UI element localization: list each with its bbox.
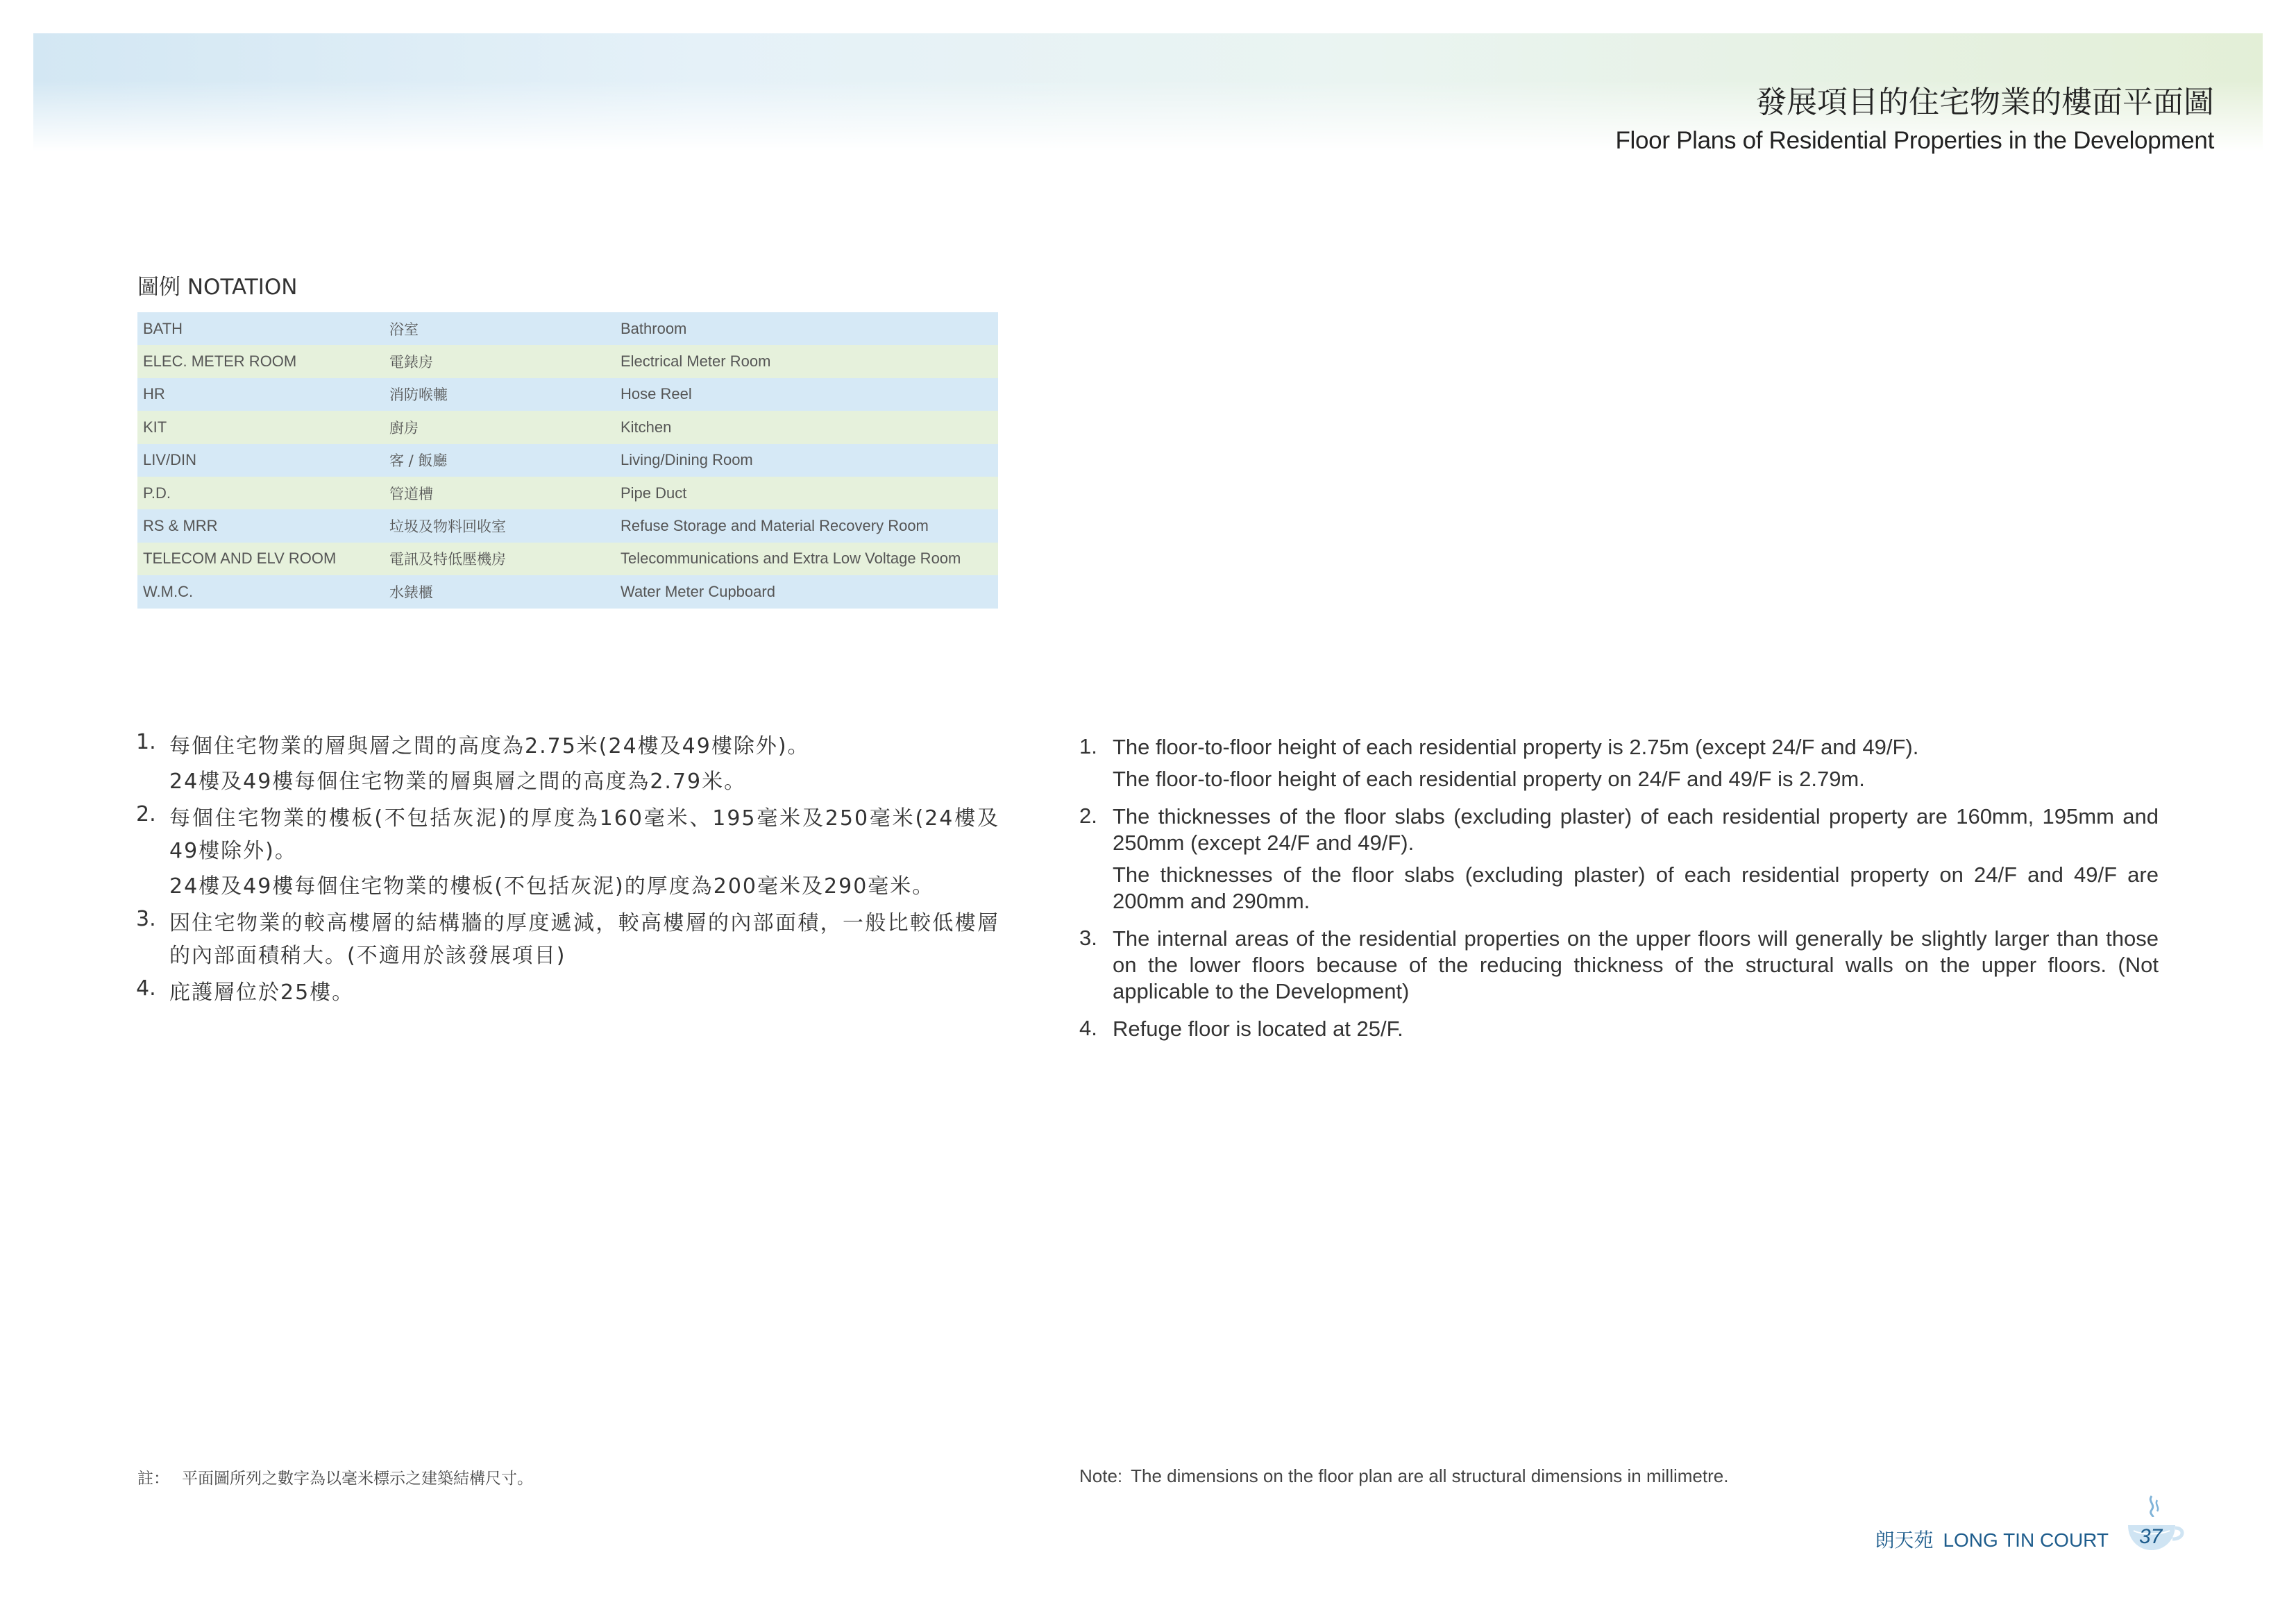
notation-en: Living/Dining Room (621, 451, 753, 469)
notation-heading: 圖例 NOTATION (137, 275, 298, 300)
note-text: The thicknesses of the floor slabs (excluding plaster) of each residential property are 160mm, 195mm and 250mm (except 24/F and 49/F). (1113, 804, 2159, 855)
notation-zh: 水錶櫃 (389, 584, 433, 601)
notation-table (137, 312, 998, 609)
notation-row (137, 543, 998, 575)
note-text: The thicknesses of the floor slabs (excluding plaster) of each residential property on 24/F and 49/F are 200mm and 290mm. (1113, 863, 2159, 913)
page-title-en: Floor Plans of Residential Properties in the Development (1615, 127, 2214, 154)
note-number: 1. (136, 730, 156, 754)
notation-abbr: W.M.C. (143, 582, 194, 600)
notation-en: Kitchen (621, 418, 672, 436)
note-number: 2. (136, 802, 156, 826)
note-text: The internal areas of the residential properties on the upper floors will generally be slightly larger than those on the lower floors because of the reducing thickness of the structural walls on the upper floors. (Not applicable to the Development) (1113, 926, 2159, 1003)
notation-zh: 電錶房 (389, 354, 433, 371)
note-number: 3. (136, 907, 156, 931)
footer-note-en-text: The dimensions on the floor plan are all structural dimensions in millimetre. (1131, 1465, 1729, 1486)
notation-abbr: RS & MRR (143, 517, 218, 535)
notation-en: Refuse Storage and Material Recovery Room (621, 517, 929, 535)
note-number: 3. (1079, 926, 1097, 950)
notation-zh: 管道槽 (389, 485, 433, 502)
brand-name-zh: 朗天苑 (1875, 1529, 1934, 1552)
notation-en: Water Meter Cupboard (621, 582, 775, 600)
note-item (136, 976, 999, 1009)
note-text: 每個住宅物業的樓板(不包括灰泥)的厚度為160毫米、195毫米及250毫米(24樓及49樓除外)。 (169, 806, 999, 863)
brand-name-en: LONG TIN COURT (1943, 1529, 2109, 1551)
notation-row (137, 378, 998, 411)
notation-abbr: TELECOM AND ELV ROOM (143, 550, 337, 568)
notation-zh: 垃圾及物料回收室 (389, 518, 506, 536)
notation-en: Pipe Duct (621, 484, 687, 502)
notation-abbr: P.D. (143, 484, 171, 502)
notation-row (137, 477, 998, 509)
note-number: 2. (1079, 804, 1097, 828)
note-item (1079, 926, 2159, 1005)
note-item (1079, 1016, 2159, 1042)
notation-row (137, 312, 998, 345)
notation-en: Telecommunications and Extra Low Voltage Room (621, 550, 961, 568)
notation-abbr: LIV/DIN (143, 451, 197, 469)
note-number: 1. (1079, 734, 1097, 758)
page-header (1615, 83, 2214, 158)
note-number: 4. (136, 976, 156, 1001)
notation-row (137, 444, 998, 477)
notation-row (137, 509, 998, 542)
note-item (1079, 804, 2159, 915)
note-number: 4. (1079, 1016, 1097, 1040)
page-title-zh: 發展項目的住宅物業的樓面平面圖 (1756, 85, 2214, 120)
notation-row (137, 345, 998, 377)
note-item (1079, 734, 2159, 792)
footer-brand (1875, 1525, 2109, 1553)
footer-note-en-label: Note: (1079, 1465, 1123, 1486)
note-text: The floor-to-floor height of each residential property is 2.75m (except 24/F and 49/F). (1113, 735, 1919, 759)
footer-note-zh-text: 平面圖所列之數字為以毫米標示之建築結構尺寸。 (182, 1470, 533, 1488)
notation-abbr: ELEC. METER ROOM (143, 352, 297, 371)
note-text: 24樓及49樓每個住宅物業的樓板(不包括灰泥)的厚度為200毫米及290毫米。 (169, 874, 935, 899)
notes-chinese (136, 730, 999, 1013)
note-item (136, 907, 999, 972)
notation-abbr: KIT (143, 418, 167, 436)
footer-note-en (1079, 1465, 1728, 1487)
note-text: 因住宅物業的較高樓層的結構牆的厚度遞減，較高樓層的內部面積，一般比較低樓層的內部面積稍大。(不適用於該發展項目) (169, 911, 999, 968)
footer-note-zh-label: 註： (137, 1470, 169, 1488)
note-text: The floor-to-floor height of each residential property on 24/F and 49/F is 2.79m. (1113, 767, 1865, 791)
notation-row (137, 411, 998, 443)
notation-row (137, 575, 998, 608)
notation-en: Bathroom (621, 319, 687, 337)
note-text: 庇護層位於25樓。 (169, 980, 355, 1005)
notation-zh: 浴室 (389, 321, 419, 338)
notation-abbr: HR (143, 385, 165, 403)
notation-en: Electrical Meter Room (621, 352, 771, 371)
note-text: Refuge floor is located at 25/F. (1113, 1017, 1403, 1041)
note-item (136, 802, 999, 903)
note-text: 每個住宅物業的層與層之間的高度為2.75米(24樓及49樓除外)。 (169, 734, 810, 758)
note-item (136, 730, 999, 798)
note-text: 24樓及49樓每個住宅物業的層與層之間的高度為2.79米。 (169, 770, 747, 794)
notation-en: Hose Reel (621, 385, 692, 403)
notation-abbr: BATH (143, 319, 183, 337)
notation-zh: 消防喉轆 (389, 386, 448, 404)
notation-zh: 廚房 (389, 419, 419, 436)
notation-zh: 電訊及特低壓機房 (389, 551, 506, 568)
footer-note-zh (137, 1465, 533, 1488)
notes-english (1079, 734, 2159, 1053)
notation-zh: 客 / 飯廳 (389, 452, 448, 470)
page-number: 37 (2139, 1525, 2163, 1548)
